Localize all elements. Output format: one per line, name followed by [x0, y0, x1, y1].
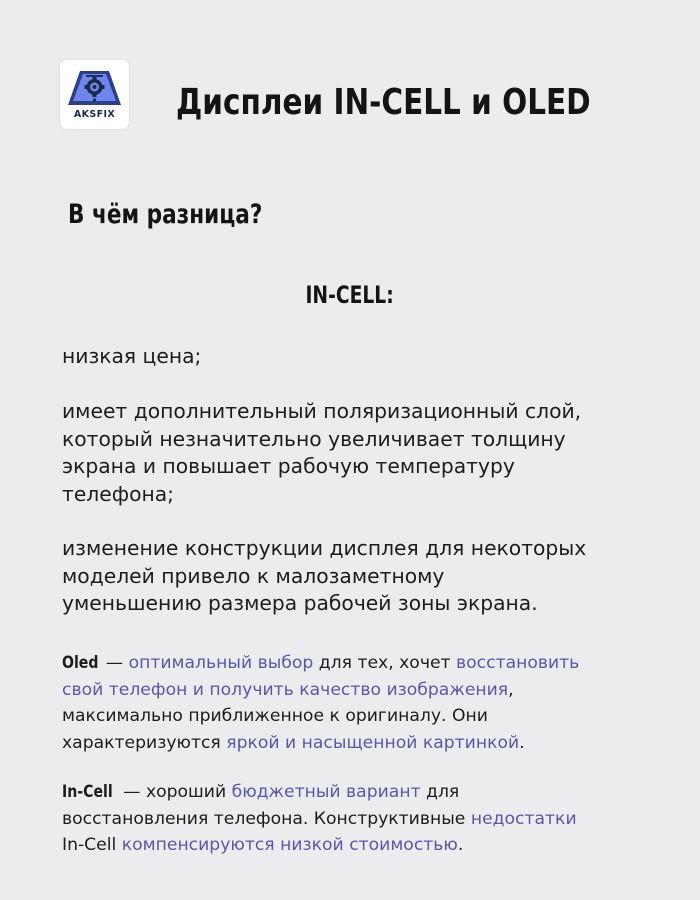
incell-note: In-Cell — хороший бюджетный вариант для восстановления телефона. Конструктивные недостатки In-Cell компенсируются низкой стоимостью.	[62, 779, 662, 859]
oled-term: Oled	[62, 653, 99, 673]
incell-point-price: низкая цена;	[62, 344, 202, 368]
page-title: Дисплеи IN-CELL и OLED	[176, 82, 591, 123]
incell-point-design: изменение конструкции дисплея для некоторых моделей привело к малозаметному уменьшению размера рабочей зоны экрана.	[62, 536, 587, 615]
phone-gear-icon	[66, 65, 123, 111]
section-heading: IN-CELL:	[305, 281, 395, 309]
aksfix-logo	[60, 60, 129, 129]
logo-text: AKSFIX	[73, 109, 116, 120]
page-subtitle: В чём разница?	[68, 199, 263, 230]
oled-note: Oled — оптимальный выбор для тех, хочет восстановить свой телефон и получить качество изображения, максимально приближенное к оригиналу. Они характеризуются яркой и насыщенной картинкой.	[62, 650, 662, 756]
incell-point-polarizer: имеет дополнительный поляризационный слой, который незначительно увеличивает толщину экрана и повышает рабочую температуру телефона;	[62, 399, 582, 506]
incell-term: In-Cell	[62, 782, 113, 802]
